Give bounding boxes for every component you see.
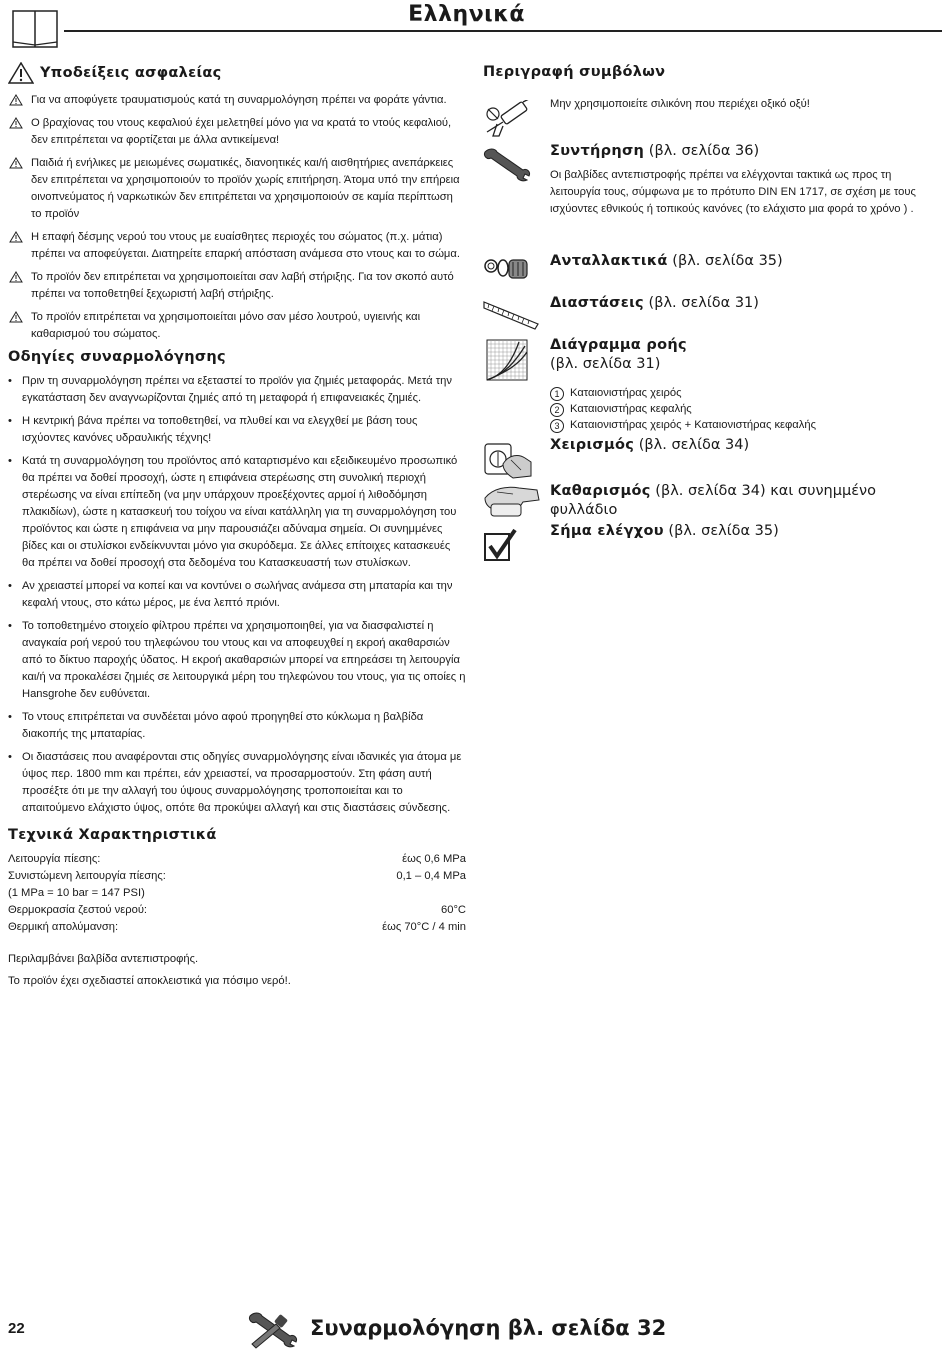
maintenance-block bbox=[550, 142, 943, 218]
check-mark-line bbox=[550, 522, 943, 541]
cleaning-title: Καθαρισμός bbox=[550, 483, 651, 499]
list-item: Για να αποφύγετε τραυματισμούς κατά τη συναρμολόγηση πρέπει να φοράτε γάντια. bbox=[8, 92, 466, 109]
dimensions-title: Διαστάσεις bbox=[550, 295, 644, 311]
flow-diagram-title: Διάγραμμα ροής bbox=[550, 337, 687, 353]
flow-items bbox=[550, 385, 943, 433]
flow-diagram-block bbox=[550, 336, 943, 374]
maintenance-title: Συντήρηση bbox=[550, 143, 645, 159]
check-mark-title: Σήμα ελέγχου bbox=[550, 523, 664, 539]
check-mark-ref: (βλ. σελίδα 35) bbox=[663, 523, 779, 539]
technical-title: Τεχνικά Χαρακτηριστικά bbox=[8, 827, 217, 843]
list-item: 1 Καταιονιστήρας χειρός bbox=[550, 385, 943, 401]
wrench-icon bbox=[483, 146, 531, 182]
spare-parts-title: Ανταλλακτικά bbox=[550, 253, 668, 269]
header-rule bbox=[64, 30, 942, 32]
assembly-list bbox=[8, 373, 466, 817]
flow-diagram-icon bbox=[483, 338, 529, 382]
page-number: 22 bbox=[8, 1320, 25, 1337]
operation-line bbox=[550, 436, 943, 455]
list-item: • Το ντους επιτρέπεται να συνδέεται μόνο αφού προηγηθεί στο κύκλωμα η βαλβίδα διακοπής της μπαταρίας. bbox=[8, 709, 466, 743]
cleaning-hand-icon bbox=[483, 480, 541, 520]
list-item: • Αν χρειαστεί μπορεί να κοπεί και να κοντύνει ο σωλήνας ανάμεσα στη μπαταρία και την κεφαλή ντους, στο κάτω μέρος, με ένα λεπτό πριόνι. bbox=[8, 578, 466, 612]
ruler-icon bbox=[483, 296, 539, 330]
warning-icon bbox=[9, 271, 23, 283]
list-item: • Κατά τη συναρμολόγηση του προϊόντος από καταρτισμένο και εξειδικευμένο προσωπικό θα πρέπει να δοθεί προσοχή, ώστε η επιφάνεια στερέωσης στη συνολική περιοχή στερέωσης να είναι επίπεδη (να μην υπάρχουν προεξέχοντες αρμοί ή λιθοδόμηση πλακιδίων), ώστε η κατασκευή του τοίχου να είναι κατάλληλη για τη συναρμολόγηση του προϊόντος και ώστε η επιφάνεια να μην παρουσιάζει αδύναμα σημεία. Οι συνημμένες βίδες και οι στυλίσκοι ενδείκνυνται μόνο για σκυρόδεμα. Σε άλλες επίτοιχες κατασκευές θα πρέπει να δοθεί προσοχή στα δεδομένα του Κατασκευαστή των στυλίσκων. bbox=[8, 453, 466, 572]
note-drinking-water: Το προϊόν έχει σχεδιαστεί αποκλειστικά για πόσιμο νερό!. bbox=[8, 975, 291, 987]
flow-diagram-ref: (βλ. σελίδα 31) bbox=[550, 356, 661, 372]
assembly-title: Οδηγίες συναρμολόγησης bbox=[8, 349, 226, 365]
list-item: • Το τοποθετημένο στοιχείο φίλτρου πρέπει να χρησιμοποιηθεί, για να διασφαλιστεί η αναγκαία ροή νερού του τηλεφώνου του ντους και να αποφευχθεί η εκροή ακαθαρσιών από το δίκτυο παροχής ύδατος. Η εκροή ακαθαρσιών μπορεί να επηρεάσει τη λειτουργία και/ή να προκαλέσει ζημιές σε λειτουργικά μέρη του τηλεφώνου του ντους, για τις οποίες η Hansgrohe δεν ευθύνεται. bbox=[8, 618, 466, 703]
spare-parts-ref: (βλ. σελίδα 35) bbox=[667, 253, 783, 269]
safety-title: Υποδείξεις ασφαλείας bbox=[40, 65, 222, 81]
spare-parts-line bbox=[550, 252, 943, 271]
silicone-gun-icon bbox=[483, 100, 533, 138]
maintenance-ref: (βλ. σελίδα 36) bbox=[644, 143, 760, 159]
list-item: 3 Καταιονιστήρας χειρός + Καταιονιστήρας κεφαλής bbox=[550, 417, 943, 433]
spare-parts-icon bbox=[483, 254, 535, 284]
warning-icon bbox=[9, 117, 23, 129]
language-title: Ελληνικά bbox=[408, 2, 525, 27]
list-item: • Η κεντρική βάνα πρέπει να τοποθετηθεί, να πλυθεί και να ελεγχθεί με βάση τους ισχύοντες κανόνες υδραυλικής τέχνης! bbox=[8, 413, 466, 447]
checkbox-icon bbox=[483, 528, 517, 562]
hand-control-icon bbox=[483, 440, 533, 480]
list-item: 2 Καταιονιστήρας κεφαλής bbox=[550, 401, 943, 417]
maintenance-text: Οι βαλβίδες αντεπιστροφής πρέπει να ελέγχονται τακτικά ως προς τη λειτουργία τους, σύμφωνα με το πρότυπο DIN EN 1717, σε σχέση με τους ισχύοντες εθνικούς ή τοπικούς κανόνες (το ελάχιστο μια φορά το χρόνο ) . bbox=[550, 169, 916, 215]
tech-row: Θερμική απολύμανση: έως 70°C / 4 min bbox=[8, 921, 466, 933]
operation-ref: (βλ. σελίδα 34) bbox=[634, 437, 750, 453]
list-item: Το προϊόν δεν επιτρέπεται να χρησιμοποιείται σαν λαβή στήριξης. Για τον σκοπό αυτό πρέπει να τοποθετηθεί ξεχωριστή λαβή στήριξης. bbox=[8, 269, 466, 303]
list-item: Το προϊόν επιτρέπεται να χρησιμοποιείται μόνο σαν μέσο λουτρού, υγιεινής και καθαρισμού του σώματος. bbox=[8, 309, 466, 343]
safety-heading bbox=[8, 62, 466, 84]
list-item: • Πριν τη συναρμολόγηση πρέπει να εξεταστεί το προϊόν για ζημιές μεταφοράς. Μετά την εγκατάσταση δεν αναγνωρίζονται ζημιές από τη μεταφορά ή επιφανειακές ζημιές. bbox=[8, 373, 466, 407]
tech-row: Λειτουργία πίεσης: έως 0,6 MPa bbox=[8, 853, 466, 865]
technical-table bbox=[8, 851, 466, 936]
safety-list bbox=[8, 92, 466, 343]
list-item: Η επαφή δέσμης νερού του ντους με ευαίσθητες περιοχές του σώματος (π.χ. μάτια) πρέπει να αποφεύγεται. Διατηρείτε επαρκή απόσταση ανάμεσα στο ντους και το σώμα. bbox=[8, 229, 466, 263]
list-item: Ο βραχίονας του ντους κεφαλιού έχει μελετηθεί μόνο για να κρατά το ντούς κεφαλιού, δεν επιτρέπεται να φορτίζεται με άλλα αντικείμενα! bbox=[8, 115, 466, 149]
operation-title: Χειρισμός bbox=[550, 437, 635, 453]
tools-icon bbox=[246, 1310, 302, 1350]
warning-icon bbox=[9, 311, 23, 323]
left-column bbox=[8, 62, 466, 990]
cleaning-line bbox=[550, 482, 943, 520]
list-item: • Οι διαστάσεις που αναφέρονται στις οδηγίες συναρμολόγησης είναι ιδανικές για άτομα με ύψος περ. 1800 mm και πρέπει, εάν χρειαστεί, να προσαρμοστούν. Στη φάση αυτή προσέξτε ότι με την αλλαγή του ύψους συναρμολόγησης τροποποιείται και το απαιτούμενο ελάχιστο ύψος, οπότε θα προκύψει αλλαγή και στις διαστάσεις σύνδεσης. bbox=[8, 749, 466, 817]
silicone-warning: Μην χρησιμοποιείτε σιλικόνη που περιέχει οξικό οξύ! bbox=[550, 98, 810, 110]
warning-icon bbox=[9, 231, 23, 243]
dimensions-ref: (βλ. σελίδα 31) bbox=[643, 295, 759, 311]
symbols-title: Περιγραφή συμβόλων bbox=[483, 64, 666, 80]
assembly-reference: Συναρμολόγηση βλ. σελίδα 32 bbox=[310, 1316, 667, 1340]
dimensions-line bbox=[550, 294, 943, 313]
tech-row: Θερμοκρασία ζεστού νερού: 60°C bbox=[8, 904, 466, 916]
warning-icon bbox=[8, 62, 34, 84]
warning-icon bbox=[9, 94, 23, 106]
cleaning-ref: (βλ. σελίδα 34) και συνημμένο φυλλάδιο bbox=[550, 483, 877, 518]
warning-icon bbox=[9, 157, 23, 169]
note-check-valve: Περιλαμβάνει βαλβίδα αντεπιστροφής. bbox=[8, 953, 199, 965]
tech-row: (1 MPa = 10 bar = 147 PSI) bbox=[8, 887, 145, 899]
tech-row: Συνιστώμενη λειτουργία πίεσης: 0,1 – 0,4 MPa bbox=[8, 870, 466, 882]
list-item: Παιδιά ή ενήλικες με μειωμένες σωματικές, διανοητικές και/ή αισθητήριες ανεπάρκειες δεν επιτρέπεται να χρησιμοποιούν το προϊόν χωρίς επιτήρηση. Άτομα υπό την επήρεια οινοπνεύματος ή ναρκωτικών δεν επιτρέπεται να χρησιμοποιούν σε καμία περίπτωση το προϊόν bbox=[8, 155, 466, 223]
